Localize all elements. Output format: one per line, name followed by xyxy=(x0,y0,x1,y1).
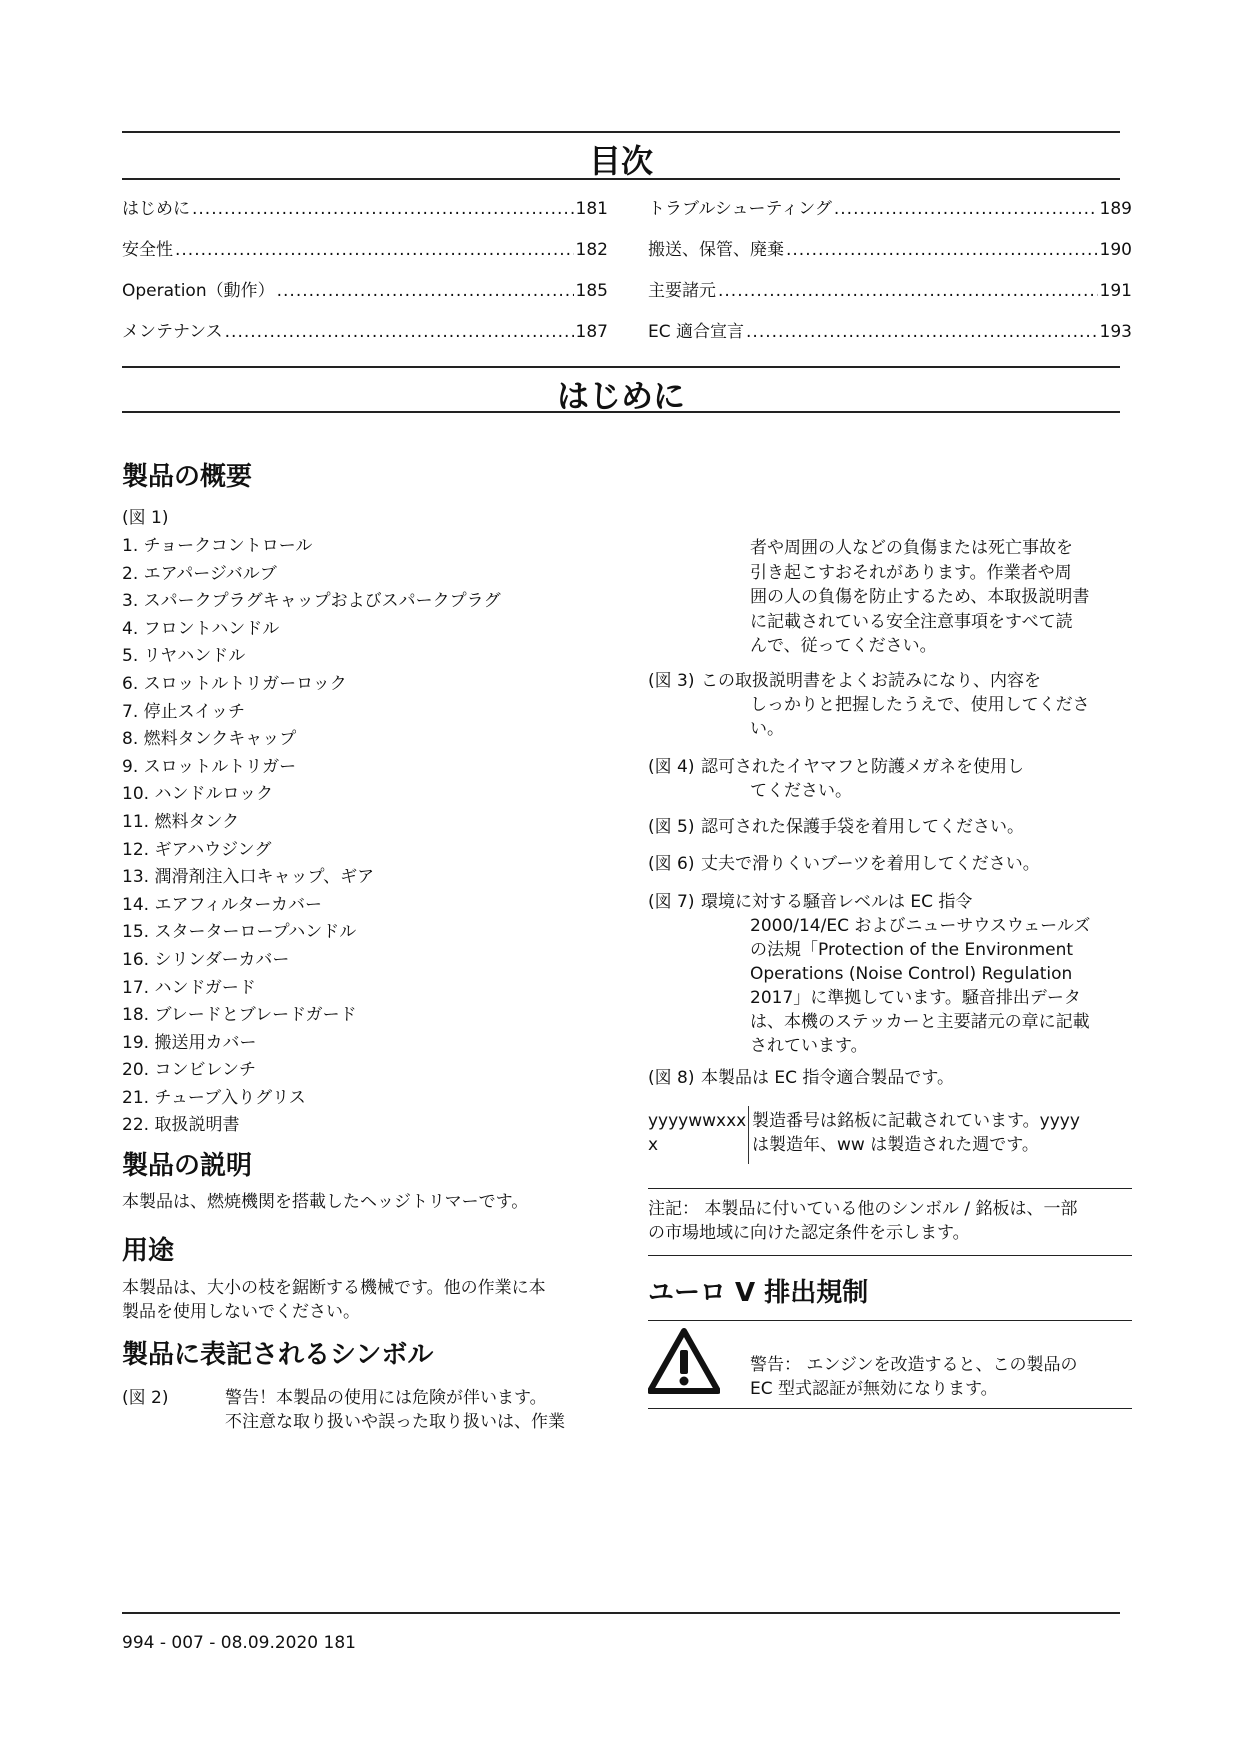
parts-list-item: 22. 取扱説明書 xyxy=(122,1115,240,1136)
fig7-line: 2000/14/EC およびニューサウスウェールズ xyxy=(750,916,1091,936)
fig3-line: しっかりと把握したうえで、使用してくださ xyxy=(750,695,1090,715)
parts-list-item: 4. フロントハンドル xyxy=(122,618,280,639)
toc-page: 187 xyxy=(575,322,608,342)
parts-list-item: 18. ブレードとブレードガード xyxy=(122,1005,357,1026)
fig5-text: 認可された保護手袋を着用してください。 xyxy=(701,817,1024,837)
section-title: はじめに xyxy=(556,377,685,415)
toc-page: 193 xyxy=(1099,322,1132,342)
toc-page: 181 xyxy=(575,199,608,219)
toc-entry-intro[interactable] xyxy=(122,194,608,219)
toc-page: 191 xyxy=(1099,281,1132,301)
fig2-line: 者や周囲の人などの負傷または死亡事故を xyxy=(750,538,1073,558)
footer-rule xyxy=(122,1612,1120,1614)
parts-list-item: 11. 燃料タンク xyxy=(122,811,240,832)
fig2-line: 引き起こすおそれがあります。作業者や周 xyxy=(750,562,1072,583)
fig2-text-1: 警告！本製品の使用には危険が伴います。 xyxy=(225,1388,547,1408)
parts-list-item: 15. スターターロープハンドル xyxy=(122,922,357,943)
fig7-line: の法規「Protection of the Environment xyxy=(750,940,1074,960)
parts-list-item: 9. スロットルトリガー xyxy=(122,756,297,777)
toc-entry-operation[interactable] xyxy=(122,276,608,301)
note-text-1: 注記： 本製品に付いている他のシンボル / 銘板は、一部 xyxy=(648,1199,1078,1219)
toc-entry-specs[interactable] xyxy=(648,276,1132,301)
footer-text: 994 - 007 - 08.09.2020 181 xyxy=(122,1633,356,1653)
toc-entry-ec-declaration[interactable] xyxy=(648,317,1132,342)
toc-label: 安全性 xyxy=(122,240,173,260)
parts-list-item: 10. ハンドルロック xyxy=(122,784,274,805)
toc-entry-safety[interactable] xyxy=(122,235,608,260)
warning-triangle-icon xyxy=(648,1328,720,1394)
overview-heading: 製品の概要 xyxy=(122,462,253,492)
parts-list-item: 8. 燃料タンクキャップ xyxy=(122,729,297,750)
use-text-2: 製品を使用しないでください。 xyxy=(122,1302,360,1322)
fig3-line: い。 xyxy=(750,719,784,739)
toc-page: 185 xyxy=(575,281,608,301)
toc-label: トラブルシューティング xyxy=(648,199,832,219)
toc-label: はじめに xyxy=(122,199,190,219)
fig7-line: されています。 xyxy=(750,1036,868,1056)
parts-list-item: 16. シリンダーカバー xyxy=(122,949,290,970)
fig2-ref: (図 2) xyxy=(122,1388,169,1408)
toc-page: 190 xyxy=(1099,240,1132,260)
parts-list-item: 14. エアフィルターカバー xyxy=(122,894,323,915)
description-text: 本製品は、燃焼機関を搭載したヘッジトリマーです。 xyxy=(122,1192,529,1212)
fig8-ref: (図 8) xyxy=(648,1068,695,1088)
fig3-line: この取扱説明書をよくお読みになり、内容を xyxy=(701,671,1041,691)
toc-label: メンテナンス xyxy=(122,322,223,342)
parts-list-item: 20. コンビレンチ xyxy=(122,1060,257,1081)
serial-text-2: は製造年、ww は製造された週です。 xyxy=(752,1135,1039,1155)
fig4-ref: (図 4) xyxy=(648,757,695,777)
serial-code-1: yyyywwxxx xyxy=(648,1111,747,1131)
parts-list-item: 3. スパークプラグキャップおよびスパークプラグ xyxy=(122,591,501,612)
fig7-line: 2017」に準拠しています。騒音排出データ xyxy=(750,988,1081,1008)
section-title-rule xyxy=(122,411,1120,413)
fig2-line: 囲の人の負傷を防止するため、本取扱説明書 xyxy=(750,587,1090,607)
parts-list-item: 5. リヤハンドル xyxy=(122,646,246,667)
fig5-ref: (図 5) xyxy=(648,817,695,837)
parts-list-item: 13. 潤滑剤注入口キャップ、ギア xyxy=(122,867,375,888)
fig4-text xyxy=(701,755,1024,803)
fig4-line: てください。 xyxy=(750,781,852,801)
toc-entry-troubleshooting[interactable] xyxy=(648,194,1132,219)
parts-list-item: 21. チューブ入りグリス xyxy=(122,1087,306,1108)
serial-text-1: 製造番号は銘板に記載されています。yyyy xyxy=(752,1111,1080,1131)
toc-label: 搬送、保管、廃棄 xyxy=(648,240,784,260)
fig6-ref: (図 6) xyxy=(648,854,695,874)
warning-text-1: 警告： エンジンを改造すると、この製品の xyxy=(750,1355,1078,1375)
toc-title: 目次 xyxy=(588,142,653,180)
description-heading: 製品の説明 xyxy=(122,1151,253,1181)
parts-list-item: 2. エアパージバルブ xyxy=(122,563,277,584)
fig2-line: んで、従ってください。 xyxy=(750,636,937,656)
fig7-ref: (図 7) xyxy=(648,892,695,912)
note-text-2: の市場地域に向けた認定条件を示します。 xyxy=(648,1223,970,1243)
serial-code-2: x xyxy=(648,1135,659,1155)
parts-list xyxy=(122,533,622,1140)
toc-label: 主要諸元 xyxy=(648,281,716,301)
fig7-text xyxy=(701,890,1090,1058)
fig6-text: 丈夫で滑りくいブーツを着用してください。 xyxy=(701,854,1040,874)
toc-entry-maintenance[interactable] xyxy=(122,317,608,342)
fig3-text xyxy=(701,669,1090,741)
parts-list-item: 6. スロットルトリガーロック xyxy=(122,673,347,694)
fig2-line: に記載されている安全注意事項をすべて読 xyxy=(750,611,1073,632)
note-top-rule xyxy=(648,1188,1132,1189)
warning-text-2: EC 型式認証が無効になります。 xyxy=(750,1379,998,1399)
fig7-line: Operations (Noise Control) Regulation xyxy=(750,964,1073,984)
serial-divider xyxy=(748,1106,749,1164)
fig8-text: 本製品は EC 指令適合製品です。 xyxy=(701,1068,955,1088)
use-text-1: 本製品は、大小の枝を鋸断する機械です。他の作業に本 xyxy=(122,1278,546,1298)
parts-list-item: 12. ギアハウジング xyxy=(122,839,272,860)
top-rule xyxy=(122,131,1120,133)
toc-label: Operation（動作） xyxy=(122,281,275,301)
parts-list-item: 7. 停止スイッチ xyxy=(122,701,245,722)
fig1-ref: (図 1) xyxy=(122,508,169,528)
warning-top-rule xyxy=(648,1320,1132,1321)
euro-heading: ユーロ V 排出規制 xyxy=(648,1278,869,1308)
fig7-line: は、本機のステッカーと主要諸元の章に記載 xyxy=(750,1012,1090,1032)
toc-page: 182 xyxy=(575,240,608,260)
parts-list-item: 17. ハンドガード xyxy=(122,977,256,998)
use-heading: 用途 xyxy=(122,1236,175,1266)
fig2-continued xyxy=(750,536,1089,659)
toc-title-rule xyxy=(122,178,1120,180)
toc-label: EC 適合宣言 xyxy=(648,322,745,342)
parts-list-item: 19. 搬送用カバー xyxy=(122,1032,257,1053)
fig7-line: 環境に対する騒音レベルは EC 指令 xyxy=(701,892,973,912)
warning-bottom-rule xyxy=(648,1408,1132,1409)
toc-page: 189 xyxy=(1099,199,1132,219)
note-bottom-rule xyxy=(648,1255,1132,1256)
symbols-heading: 製品に表記されるシンボル xyxy=(122,1340,434,1370)
fig4-line: 認可されたイヤマフと防護メガネを使用し xyxy=(701,757,1024,777)
fig3-ref: (図 3) xyxy=(648,671,695,691)
toc-entry-transport[interactable] xyxy=(648,235,1132,260)
section-rule xyxy=(122,366,1120,368)
parts-list-item: 1. チョークコントロール xyxy=(122,536,313,556)
fig2-text-2: 不注意な取り扱いや誤った取り扱いは、作業 xyxy=(225,1412,565,1432)
